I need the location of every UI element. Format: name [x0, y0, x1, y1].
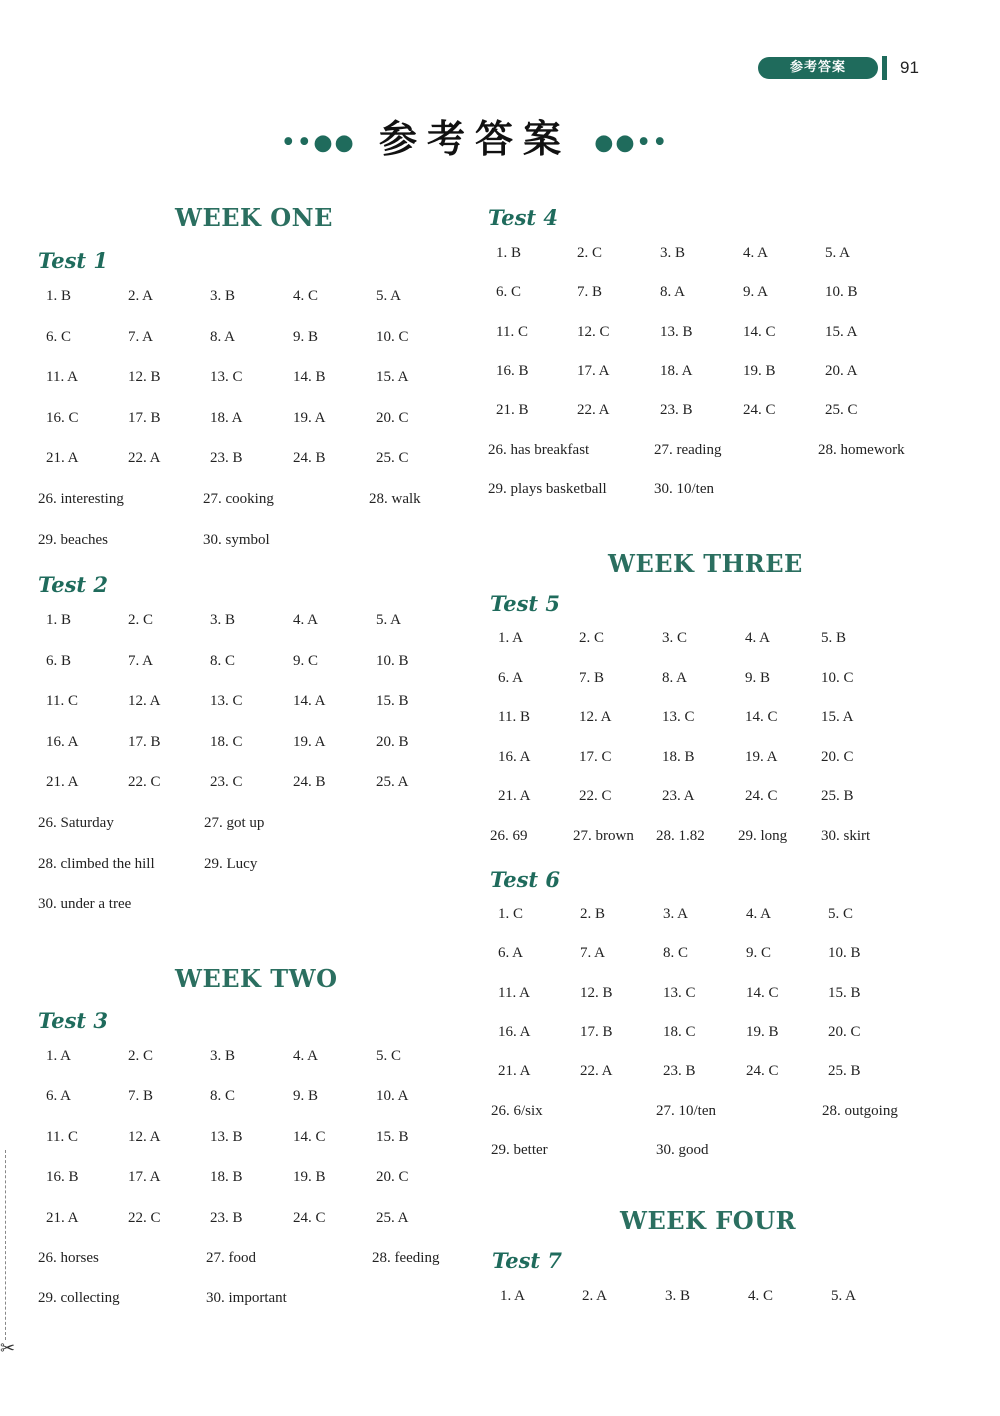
answer-item: 20. C [828, 1024, 861, 1040]
answer-item: 3. B [210, 288, 236, 304]
answer-item: 18. B [662, 749, 695, 765]
answer-item: 26. Saturday [38, 815, 114, 831]
answer-item: 4. A [745, 630, 771, 646]
answer-item: 22. A [580, 1063, 613, 1079]
answer-item: 9. A [743, 284, 769, 300]
answer-item: 8. C [210, 653, 236, 669]
answer-item: 10. C [376, 329, 409, 345]
answer-item: 9. B [745, 670, 771, 686]
scissors-icon: ✂ [0, 1338, 16, 1358]
answer-item: 8. C [663, 945, 689, 961]
answer-item: 27. food [206, 1250, 256, 1266]
answer-item: 5. A [825, 245, 851, 261]
answer-item: 26. interesting [38, 491, 124, 507]
answer-item: 25. A [376, 774, 409, 790]
answer-item: 23. B [210, 1210, 243, 1226]
answer-item: 2. B [580, 906, 606, 922]
answer-item: 17. B [128, 734, 161, 750]
answer-item: 11. A [498, 985, 530, 1001]
answer-item: 19. B [743, 363, 776, 379]
page-title-block [0, 108, 950, 163]
answer-item: 9. C [293, 653, 319, 669]
answer-item: 3. B [665, 1288, 691, 1304]
answer-item: 2. C [577, 245, 603, 261]
answer-item: 1. A [500, 1288, 526, 1304]
answer-item: 15. A [821, 709, 854, 725]
answer-item: 1. C [498, 906, 524, 922]
answer-item: 20. C [376, 410, 409, 426]
cut-line [5, 1150, 6, 1340]
answer-item: 14. C [293, 1129, 326, 1145]
answer-item: 28. walk [369, 491, 421, 507]
answer-item: 8. A [210, 329, 236, 345]
answer-item: 13. C [210, 369, 243, 385]
answer-item: 25. B [828, 1063, 861, 1079]
answer-item: 19. A [293, 410, 326, 426]
answer-item: 6. C [46, 329, 72, 345]
answer-item: 1. B [46, 612, 72, 628]
answer-item: 10. C [821, 670, 854, 686]
answer-item: 26. 69 [490, 828, 528, 844]
answer-item: 25. C [825, 402, 858, 418]
answer-item: 30. good [656, 1142, 709, 1158]
answer-item: 21. B [496, 402, 529, 418]
answer-item: 18. A [210, 410, 243, 426]
answer-item: 14. C [743, 324, 776, 340]
title-dots-right: ●●•• [594, 129, 669, 156]
answer-item: 23. C [210, 774, 243, 790]
answer-item: 11. B [498, 709, 530, 725]
answer-item: 21. A [46, 774, 79, 790]
answer-item: 1. A [498, 630, 524, 646]
answer-item: 25. C [376, 450, 409, 466]
answer-item: 1. A [46, 1048, 72, 1064]
answer-item: 10. B [376, 653, 409, 669]
answer-item: 17. B [128, 410, 161, 426]
page-title: 参考答案 [378, 116, 571, 161]
answer-item: 14. C [746, 985, 779, 1001]
answer-item: 1. B [496, 245, 522, 261]
answer-item: 30. symbol [203, 532, 270, 548]
answer-item: 18. C [663, 1024, 696, 1040]
answer-item: 21. A [46, 450, 79, 466]
answer-item: 12. B [580, 985, 613, 1001]
answer-item: 15. A [825, 324, 858, 340]
answer-item: 3. B [210, 612, 236, 628]
answer-item: 6. A [498, 670, 524, 686]
answer-item: 7. B [577, 284, 603, 300]
answer-item: 22. C [128, 774, 161, 790]
answer-item: 27. 10/ten [656, 1103, 716, 1119]
answer-item: 23. B [660, 402, 693, 418]
answer-item: 16. A [46, 734, 79, 750]
answer-item: 12. C [577, 324, 610, 340]
answer-item: 19. A [745, 749, 778, 765]
answer-item: 5. B [821, 630, 847, 646]
answer-item: 29. better [491, 1142, 548, 1158]
answer-item: 12. A [579, 709, 612, 725]
answer-item: 9. B [293, 329, 319, 345]
answer-item: 21. A [498, 1063, 531, 1079]
answer-item: 29. plays basketball [488, 481, 607, 497]
answer-item: 23. A [662, 788, 695, 804]
answer-item: 6. A [46, 1088, 72, 1104]
page-number: 91 [900, 58, 919, 77]
answer-item: 9. B [293, 1088, 319, 1104]
answer-item: 30. 10/ten [654, 481, 714, 497]
answer-item: 11. C [46, 1129, 78, 1145]
answer-item: 6. A [498, 945, 524, 961]
answer-item: 13. C [663, 985, 696, 1001]
answer-item: 16. B [46, 1169, 79, 1185]
test-heading: Test 3 [38, 1008, 109, 1033]
answer-item: 13. B [660, 324, 693, 340]
answer-item: 10. A [376, 1088, 409, 1104]
answer-item: 25. B [821, 788, 854, 804]
answer-item: 7. B [579, 670, 605, 686]
answer-item: 19. B [293, 1169, 326, 1185]
answer-item: 24. C [746, 1063, 779, 1079]
answer-item: 7. A [580, 945, 606, 961]
answer-item: 2. A [582, 1288, 608, 1304]
answer-item: 7. A [128, 329, 154, 345]
answer-item: 30. skirt [821, 828, 871, 844]
answer-item: 22. A [577, 402, 610, 418]
answer-item: 17. B [580, 1024, 613, 1040]
answer-item: 4. A [293, 612, 319, 628]
answer-item: 4. A [743, 245, 769, 261]
answer-item: 24. C [743, 402, 776, 418]
test-heading: Test 6 [490, 867, 561, 892]
answer-item: 5. A [831, 1288, 857, 1304]
answer-item: 3. B [210, 1048, 236, 1064]
answer-item: 3. C [662, 630, 688, 646]
answer-item: 8. A [662, 670, 688, 686]
answer-item: 29. Lucy [204, 856, 258, 872]
answer-item: 4. C [748, 1288, 774, 1304]
section-badge: 参考答案 [758, 57, 878, 79]
answer-item: 18. A [660, 363, 693, 379]
answer-item: 28. outgoing [822, 1103, 898, 1119]
week-four-heading: WEEK FOUR [620, 1206, 797, 1235]
answer-item: 4. C [293, 288, 319, 304]
answer-item: 11. C [46, 693, 78, 709]
answer-item: 5. C [376, 1048, 402, 1064]
test-heading: Test 5 [490, 591, 561, 616]
answer-item: 2. C [128, 612, 154, 628]
answer-item: 18. C [210, 734, 243, 750]
answer-item: 13. C [210, 693, 243, 709]
answer-item: 14. A [293, 693, 326, 709]
answer-item: 24. C [745, 788, 778, 804]
answer-item: 30. important [206, 1290, 287, 1306]
answer-item: 3. A [663, 906, 689, 922]
test-heading: Test 2 [38, 572, 109, 597]
answer-item: 27. cooking [203, 491, 274, 507]
answer-item: 9. C [746, 945, 772, 961]
test-heading: Test 4 [488, 205, 559, 230]
answer-item: 26. 6/six [491, 1103, 543, 1119]
answer-item: 28. homework [818, 442, 905, 458]
answer-item: 22. A [128, 450, 161, 466]
answer-item: 4. A [746, 906, 772, 922]
answer-item: 8. A [660, 284, 686, 300]
answer-item: 1. B [46, 288, 72, 304]
answer-item: 15. B [828, 985, 861, 1001]
answer-item: 11. A [46, 369, 78, 385]
answer-item: 28. feeding [372, 1250, 440, 1266]
test-heading: Test 1 [38, 248, 109, 273]
answer-item: 27. brown [573, 828, 634, 844]
answer-item: 17. A [577, 363, 610, 379]
answer-item: 29. collecting [38, 1290, 120, 1306]
answer-item: 15. A [376, 369, 409, 385]
answer-item: 6. C [496, 284, 522, 300]
answer-item: 30. under a tree [38, 896, 132, 912]
answer-item: 13. B [210, 1129, 243, 1145]
answer-item: 10. B [828, 945, 861, 961]
answer-item: 20. A [825, 363, 858, 379]
answer-item: 16. B [496, 363, 529, 379]
answer-item: 27. got up [204, 815, 265, 831]
answer-item: 6. B [46, 653, 72, 669]
answer-item: 14. B [293, 369, 326, 385]
answer-item: 26. horses [38, 1250, 99, 1266]
answer-item: 25. A [376, 1210, 409, 1226]
answer-item: 20. C [821, 749, 854, 765]
answer-item: 16. A [498, 749, 531, 765]
answer-item: 20. C [376, 1169, 409, 1185]
answer-item: 19. B [746, 1024, 779, 1040]
answer-item: 22. C [579, 788, 612, 804]
answer-item: 24. C [293, 1210, 326, 1226]
answer-item: 19. A [293, 734, 326, 750]
answer-item: 5. A [376, 288, 402, 304]
week-two-heading: WEEK TWO [175, 964, 338, 993]
answer-item: 28. 1.82 [656, 828, 705, 844]
answer-item: 29. long [738, 828, 788, 844]
answer-item: 7. B [128, 1088, 154, 1104]
answer-item: 28. climbed the hill [38, 856, 155, 872]
title-dots-left: ••●● [281, 129, 356, 156]
answer-item: 2. A [128, 288, 154, 304]
answer-item: 22. C [128, 1210, 161, 1226]
header-divider [882, 56, 887, 80]
answer-item: 10. B [825, 284, 858, 300]
answer-item: 4. A [293, 1048, 319, 1064]
answer-item: 17. C [579, 749, 612, 765]
answer-item: 29. beaches [38, 532, 108, 548]
answer-item: 27. reading [654, 442, 722, 458]
answer-item: 16. A [498, 1024, 531, 1040]
answer-item: 12. A [128, 693, 161, 709]
answer-item: 24. B [293, 774, 326, 790]
answer-item: 16. C [46, 410, 79, 426]
answer-item: 21. A [498, 788, 531, 804]
answer-item: 21. A [46, 1210, 79, 1226]
answer-item: 26. has breakfast [488, 442, 590, 458]
answer-item: 12. A [128, 1129, 161, 1145]
answer-item: 12. B [128, 369, 161, 385]
answer-item: 7. A [128, 653, 154, 669]
answer-item: 5. C [828, 906, 854, 922]
answer-item: 15. B [376, 693, 409, 709]
answer-item: 18. B [210, 1169, 243, 1185]
answer-item: 3. B [660, 245, 686, 261]
answer-item: 20. B [376, 734, 409, 750]
answer-item: 17. A [128, 1169, 161, 1185]
answer-item: 23. B [663, 1063, 696, 1079]
test-heading: Test 7 [492, 1248, 563, 1273]
answer-item: 5. A [376, 612, 402, 628]
answer-item: 11. C [496, 324, 528, 340]
answer-item: 2. C [579, 630, 605, 646]
answer-item: 8. C [210, 1088, 236, 1104]
answer-item: 24. B [293, 450, 326, 466]
answer-item: 13. C [662, 709, 695, 725]
answer-item: 14. C [745, 709, 778, 725]
week-one-heading: WEEK ONE [175, 203, 333, 232]
answer-item: 23. B [210, 450, 243, 466]
week-three-heading: WEEK THREE [608, 549, 803, 578]
answer-item: 2. C [128, 1048, 154, 1064]
answer-item: 15. B [376, 1129, 409, 1145]
